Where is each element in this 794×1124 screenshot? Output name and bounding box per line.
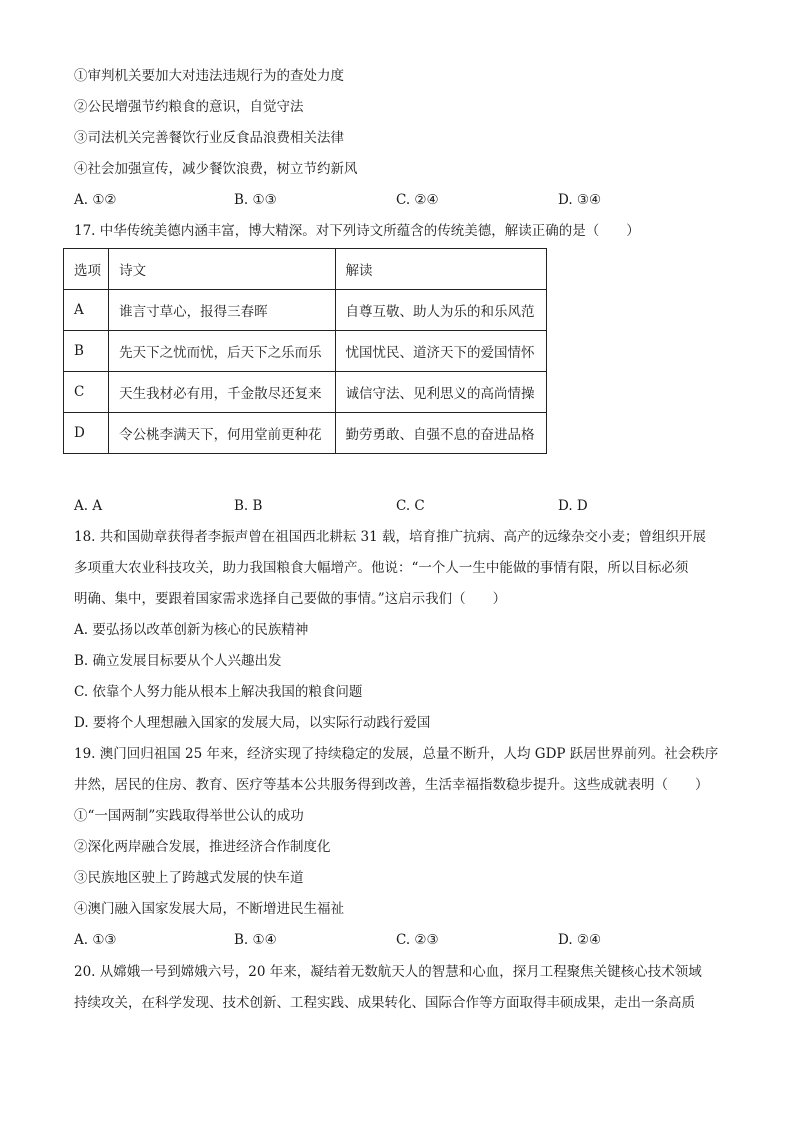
q18-choice-b: B. 确立发展目标要从个人兴趣出发 xyxy=(74,653,282,669)
q16-statement-4: ④社会加强宣传，减少餐饮浪费，树立节约新风 xyxy=(74,161,358,177)
q18-choice-d: D. 要将个人理想融入国家的发展大局，以实际行动践行爱国 xyxy=(74,715,431,731)
q19-statement-3: ③民族地区驶上了跨越式发展的快车道 xyxy=(74,870,304,886)
table-cell: 令公桃李满天下，何用堂前更种花 xyxy=(109,413,335,454)
table-cell: 谁言寸草心，报得三春晖 xyxy=(109,290,335,331)
q17-stem: 17. 中华传统美德内涵丰富，博大精深。对下列诗文所蕴含的传统美德，解读正确的是（ ） xyxy=(74,223,640,239)
q17-option-b: B. B xyxy=(234,498,263,514)
q17-options xyxy=(74,497,734,515)
table-cell: 天生我材必有用，千金散尽还复来 xyxy=(109,372,335,413)
table-header-row xyxy=(64,249,547,290)
q16-statement-3: ③司法机关完善餐饮行业反食品浪费相关法律 xyxy=(74,130,344,146)
q18-choice-a: A. 要弘扬以改革创新为核心的民族精神 xyxy=(74,622,309,638)
q19-statement-2: ②深化两岸融合发展，推进经济合作制度化 xyxy=(74,839,331,855)
table-cell: 勤劳勇敢、自强不息的奋进品格 xyxy=(335,413,546,454)
q16-option-a: A. ①② xyxy=(74,192,117,208)
table-row xyxy=(64,331,547,372)
q20-stem-line-1: 20. 从嫦娥一号到嫦娥六号，20 年来，凝结着无数航天人的智慧和心血，探月工程聚焦关键核心技术领域 xyxy=(74,964,702,980)
table-header-cell: 解读 xyxy=(335,249,546,290)
q16-options xyxy=(74,191,734,209)
q17-option-c: C. C xyxy=(396,498,425,514)
table-cell: A xyxy=(64,290,109,331)
table-row xyxy=(64,413,547,454)
table-cell: 忧国忧民、道济天下的爱国情怀 xyxy=(335,331,546,372)
q18-stem-line-2: 多项重大农业科技攻关，助力我国粮食大幅增产。他说：“一个人一生中能做的事情有限，所以目标必须 xyxy=(74,560,689,576)
table-cell: 先天下之忧而忧，后天下之乐而乐 xyxy=(109,331,335,372)
q19-statement-1: ①“一国两制”实践取得举世公认的成功 xyxy=(74,808,304,824)
q19-option-b: B. ①④ xyxy=(234,932,277,948)
table-row xyxy=(64,372,547,413)
table-cell: 诚信守法、见利思义的高尚情操 xyxy=(335,372,546,413)
q19-option-d: D. ②④ xyxy=(558,932,602,948)
q19-statement-4: ④澳门融入国家发展大局，不断增进民生福祉 xyxy=(74,901,344,917)
q17-option-d: D. D xyxy=(558,498,588,514)
table-header-cell: 诗文 xyxy=(109,249,335,290)
q16-statement-2: ②公民增强节约粮食的意识，自觉守法 xyxy=(74,99,304,115)
q19-options xyxy=(74,931,734,949)
q18-choice-c: C. 依靠个人努力能从根本上解决我国的粮食问题 xyxy=(74,684,363,700)
q16-option-b: B. ①③ xyxy=(234,192,277,208)
q16-option-c: C. ②④ xyxy=(396,192,439,208)
q17-table xyxy=(63,248,547,454)
table-cell: B xyxy=(64,331,109,372)
q17-option-a: A. A xyxy=(74,498,103,514)
q20-stem-line-2: 持续攻关，在科学发现、技术创新、工程实践、成果转化、国际合作等方面取得丰硕成果，走出一条高质 xyxy=(74,995,695,1011)
q19-option-c: C. ②③ xyxy=(396,932,439,948)
table-cell: D xyxy=(64,413,109,454)
q16-option-d: D. ③④ xyxy=(558,192,602,208)
table-row xyxy=(64,290,547,331)
table-cell: 自尊互敬、助人为乐的和乐风范 xyxy=(335,290,546,331)
q19-stem-line-1: 19. 澳门回归祖国 25 年来，经济实现了持续稳定的发展，总量不断升，人均 GDP 跃居世界前列。社会秩序 xyxy=(74,746,719,762)
q16-statement-1: ①审判机关要加大对违法违规行为的查处力度 xyxy=(74,68,344,84)
q18-stem-line-3: 明确、集中，要跟着国家需求选择自己要做的事情。”这启示我们（ ） xyxy=(74,591,507,607)
q18-stem-line-1: 18. 共和国勋章获得者李振声曾在祖国西北耕耘 31 载，培育推广抗病、高产的远缘杂交小麦；曾组织开展 xyxy=(74,529,707,545)
table-cell: C xyxy=(64,372,109,413)
q19-stem-line-2: 井然，居民的住房、教育、医疗等基本公共服务得到改善，生活幸福指数稳步提升。这些成就表明（ ） xyxy=(74,777,709,793)
table-header-cell: 选项 xyxy=(64,249,109,290)
q19-option-a: A. ①③ xyxy=(74,932,117,948)
